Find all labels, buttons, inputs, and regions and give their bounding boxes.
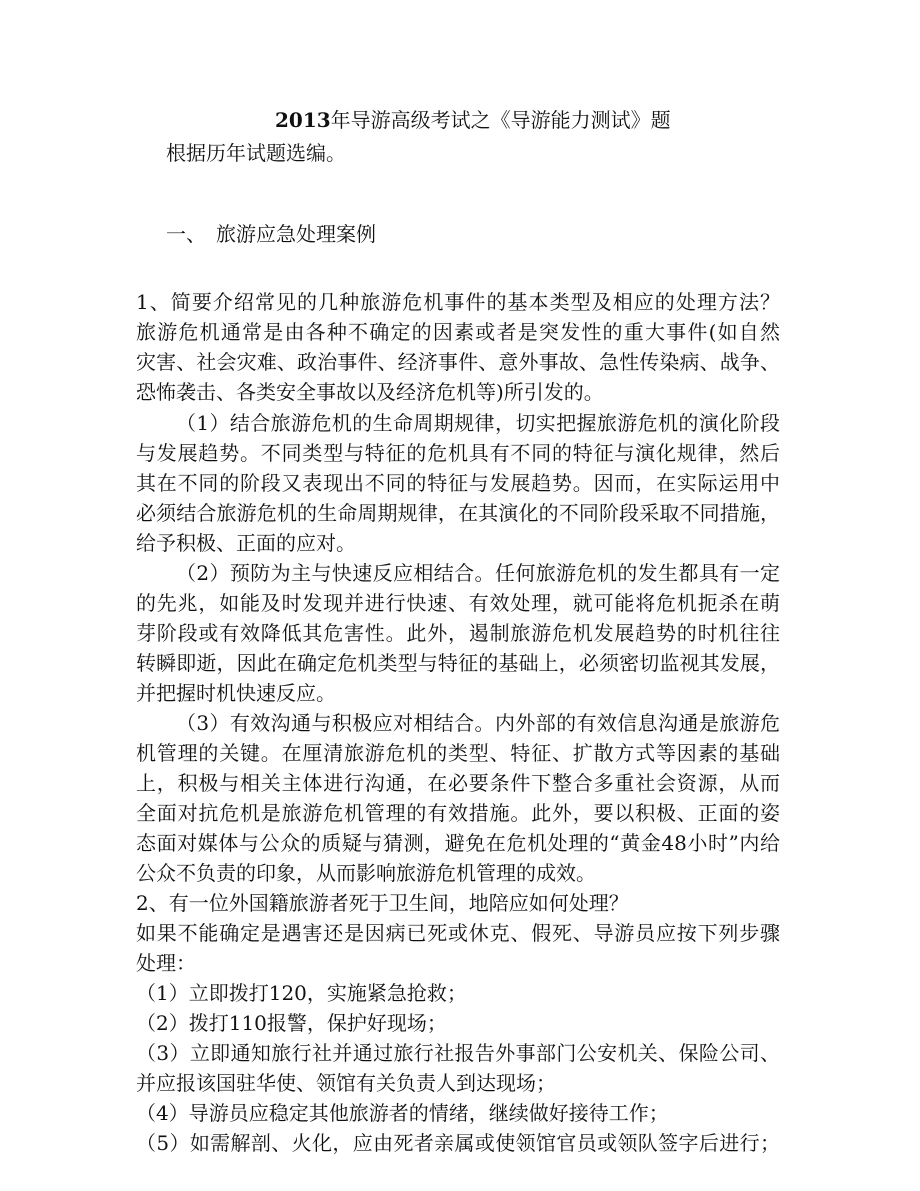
title-text: 年导游高级考试之《导游能力测试》题 [330, 108, 671, 132]
question-1: 1、简要介绍常见的几种旅游危机事件的基本类型及相应的处理方法？ [136, 290, 780, 314]
paragraph-line: 转瞬即逝，因此在确定危机类型与特征的基础上，必须密切监视其发展， [136, 651, 780, 675]
paragraph-line: 与发展趋势。不同类型与特征的危机具有不同的特征与演化规律，然后 [136, 441, 780, 465]
list-item: （2）拨打110报警，保护好现场； [136, 1011, 447, 1035]
paragraph-line: （1）结合旅游危机的生命周期规律，切实把握旅游危机的演化阶段 [176, 411, 780, 435]
paragraph-line: 全面对抗危机是旅游危机管理的有效措施。此外，要以积极、正面的姿 [136, 801, 780, 825]
section-number: 一、 [166, 222, 206, 246]
subtitle: 根据历年试题选编。 [166, 141, 346, 165]
list-item: （1）立即拨打120，实施紧急抢救； [136, 981, 467, 1005]
section-heading [166, 222, 376, 246]
paragraph-line: 处理： [136, 951, 196, 975]
paragraph-line: 其在不同的阶段又表现出不同的特征与发展趋势。因而，在实际运用中 [136, 471, 780, 495]
list-item: （3）立即通知旅行社并通过旅行社报告外事部门公安机关、保险公司、 [136, 1041, 780, 1065]
paragraph-line: 芽阶段或有效降低其危害性。此外，遏制旅游危机发展趋势的时机往往 [136, 621, 780, 645]
paragraph-line: 旅游危机通常是由各种不确定的因素或者是突发性的重大事件(如自然 [136, 320, 780, 344]
paragraph-line: 如果不能确定是遇害还是因病已死或休克、假死、导游员应按下列步骤 [136, 921, 780, 945]
paragraph-line: 并把握时机快速反应。 [136, 681, 336, 705]
list-item-continuation: 并应报该国驻华使、领馆有关负责人到达现场； [136, 1071, 556, 1095]
paragraph-line: 给予积极、正面的应对。 [136, 531, 356, 555]
paragraph-line: 机管理的关键。在厘清旅游危机的类型、特征、扩散方式等因素的基础 [136, 741, 780, 765]
question-2: 2、有一位外国籍旅游者死于卫生间，地陪应如何处理？ [136, 891, 629, 915]
paragraph-line: 上，积极与相关主体进行沟通，在必要条件下整合多重社会资源，从而 [136, 771, 780, 795]
paragraph-line: 公众不负责的印象，从而影响旅游危机管理的成效。 [136, 861, 596, 885]
list-item: （5）如需解剖、火化，应由死者亲属或使领馆官员或领队签字后进行； [136, 1131, 780, 1155]
paragraph-line: 态面对媒体与公众的质疑与猜测，避免在危机处理的“黄金48小时”内给 [136, 831, 780, 855]
paragraph-line: （2）预防为主与快速反应相结合。任何旅游危机的发生都具有一定 [176, 561, 780, 585]
paragraph-line: 灾害、社会灾难、政治事件、经济事件、意外事故、急性传染病、战争、 [136, 350, 780, 374]
paragraph-line: 恐怖袭击、各类安全事故以及经济危机等)所引发的。 [136, 380, 604, 404]
list-item: （4）导游员应稳定其他旅游者的情绪，继续做好接待工作； [136, 1101, 669, 1125]
page-title [275, 108, 671, 132]
title-year: 2013 [275, 108, 331, 132]
section-title: 旅游应急处理案例 [216, 222, 376, 246]
paragraph-line: （3）有效沟通与积极应对相结合。内外部的有效信息沟通是旅游危 [176, 711, 780, 735]
paragraph-line: 必须结合旅游危机的生命周期规律，在其演化的不同阶段采取不同措施， [136, 501, 780, 525]
paragraph-line: 的先兆，如能及时发现并进行快速、有效处理，就可能将危机扼杀在萌 [136, 591, 780, 615]
